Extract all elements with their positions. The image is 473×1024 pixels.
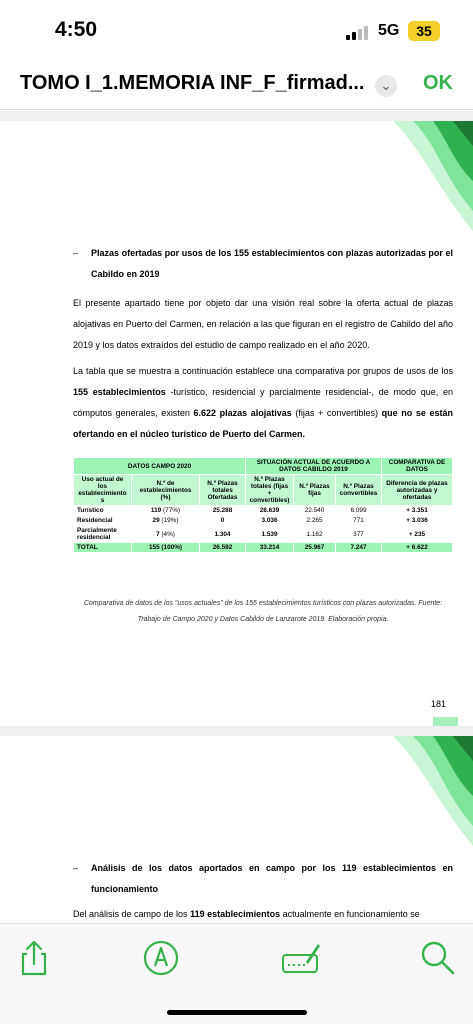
document-viewer[interactable] (0, 111, 473, 923)
network-label: 5G (378, 22, 400, 39)
table-cell: 155 (100%) (132, 543, 200, 553)
table-cell: 119 (77%) (132, 506, 200, 516)
table-cell: + 3.036 (382, 516, 453, 526)
document-title[interactable]: TOMO I_1.MEMORIA INF_F_firmad... (20, 72, 365, 94)
table-cell: 771 (336, 516, 382, 526)
battery-icon: 35 (408, 21, 440, 41)
table-header-cell: N.º Plazas fijas (294, 475, 336, 506)
bullet-dash: – (73, 863, 79, 873)
signal-icon (346, 26, 370, 40)
table-cell: + 6.622 (382, 543, 453, 553)
table-caption: Comparativa de datos de los "usos actuales" de los 155 establecimientos turísticos con plazas autorizadas. Fuente: Trabajo de Campo 2020 y Datos Cabildo de Lanzarote 2019. Elaboración propia. (83, 600, 443, 623)
section-bullet (73, 858, 453, 900)
table-cell: Residencial (74, 516, 132, 526)
decorative-wave-graphic (353, 121, 473, 231)
table-header-cell: N.º Plazas convertibles (336, 475, 382, 506)
table-cell: 26.592 (200, 543, 246, 553)
paragraph: La tabla que se muestra a continuación establece una comparativa por grupos de usos de los 155 establecimientos -turístico, residencial y parcialmente residencial-, de modo que, en cómputos generales, existen 6.622 plazas alojativas (fijas + convertibles) que no se están ofertando en el núcleo turístico de Puerto del Carmen. (73, 366, 453, 439)
pdf-page (0, 736, 473, 923)
table-header-cell: Uso actual de los establecimiento s (74, 475, 132, 506)
status-bar (0, 0, 473, 62)
table-cell: 33.214 (246, 543, 294, 553)
table-header-row (74, 475, 453, 506)
table-cell: 377 (336, 526, 382, 543)
table-cell: 2.265 (294, 516, 336, 526)
table-row (74, 526, 453, 543)
bottom-toolbar (0, 923, 473, 1024)
search-icon[interactable] (418, 938, 458, 978)
table-cell: TOTAL (74, 543, 132, 553)
table-cell: 1.162 (294, 526, 336, 543)
bullet-text: Plazas ofertadas por usos de los 155 establecimientos con plazas autorizadas por el Cabildo en 2019 (91, 248, 453, 279)
table-group-title: SITUACIÓN ACTUAL DE ACUERDO A DATOS CABILDO 2019 (246, 458, 382, 475)
signature-icon[interactable] (280, 938, 320, 978)
decorative-wave-graphic (353, 736, 473, 846)
bullet-dash: – (73, 248, 79, 258)
table-total-row (74, 543, 453, 553)
table-cell: 28.639 (246, 506, 294, 516)
table-cell: 1.304 (200, 526, 246, 543)
paragraph: Del análisis de campo de los 119 establecimientos actualmente en funcionamiento se (73, 909, 420, 919)
home-indicator[interactable] (167, 1010, 307, 1015)
page-number: 181 (431, 699, 447, 709)
table-cell: Parcialmente residencial (74, 526, 132, 543)
table-cell: 7.247 (336, 543, 382, 553)
table-header-cell: N.º de establecimientos (%) (132, 475, 200, 506)
table-cell: 0 (200, 516, 246, 526)
paragraph: El presente apartado tiene por objeto dar una visión real sobre la oferta actual de plazas alojativas en Puerto del Carmen, en relación a las que figuran en el registro de Cabildo del año 2019 y los datos extraídos del estudio de campo realizado en el año 2020. (73, 298, 453, 350)
table-cell: 25.288 (200, 506, 246, 516)
table-group-title: DATOS CAMPO 2020 (74, 458, 246, 475)
table-cell: 6.099 (336, 506, 382, 516)
table-group-title: COMPARATIVA DE DATOS (382, 458, 453, 475)
markup-icon[interactable] (141, 938, 181, 978)
table-cell: 22.540 (294, 506, 336, 516)
table-cell: 7 (4%) (132, 526, 200, 543)
decorative-footer-bar (433, 717, 458, 726)
table-cell: 29 (19%) (132, 516, 200, 526)
chevron-down-icon[interactable]: ⌄ (375, 75, 397, 97)
table-cell: + 235 (382, 526, 453, 543)
table-cell: Turístico (74, 506, 132, 516)
comparison-table (73, 457, 453, 553)
status-time: 4:50 (55, 18, 98, 41)
table-group-header (74, 458, 453, 475)
table-row (74, 516, 453, 526)
section-bullet (73, 243, 453, 285)
table-header-cell: N.º Plazas totales (fijas + convertibles) (246, 475, 294, 506)
table-header-cell: N.º Plazas totales Ofertadas (200, 475, 246, 506)
bullet-text: Análisis de los datos aportados en campo por los 119 establecimientos en funcionamiento (91, 863, 453, 894)
table-cell: 25.967 (294, 543, 336, 553)
share-icon[interactable] (14, 938, 54, 978)
table-header-cell: Diferencia de plazas autorizadas y ofertadas (382, 475, 453, 506)
table-cell: 3.036 (246, 516, 294, 526)
table-cell: + 3.351 (382, 506, 453, 516)
done-button[interactable]: OK (423, 72, 453, 94)
table-cell: 1.539 (246, 526, 294, 543)
table-row (74, 506, 453, 516)
pdf-page (0, 121, 473, 726)
document-header (0, 62, 473, 110)
